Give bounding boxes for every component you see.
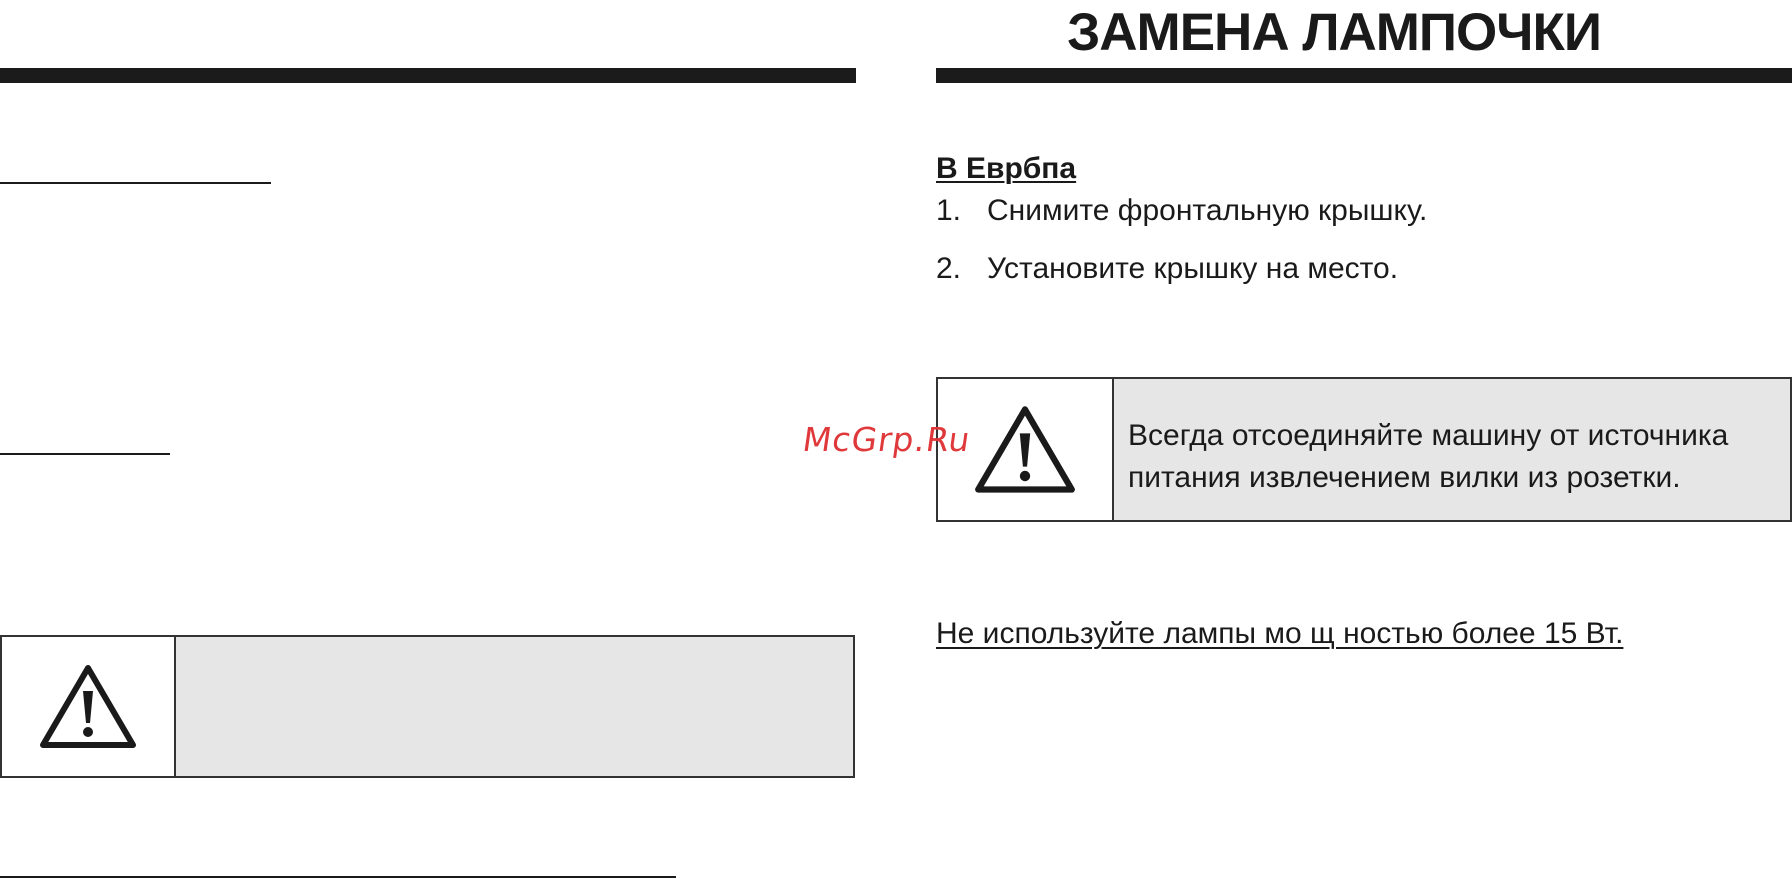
left-warning-icon-cell	[2, 637, 176, 776]
right-warning-text	[1114, 379, 1728, 520]
warning-line-2: питания извлечением вилки из розетки.	[1128, 461, 1681, 494]
section-heading: В Еврбпа	[936, 152, 1077, 185]
step-1	[936, 194, 1427, 228]
warning-line-1: Всегда отсоединяйте машину от источника	[1128, 419, 1729, 452]
page-title	[936, 2, 1792, 63]
warning-triangle-icon	[973, 404, 1077, 496]
step-2	[936, 252, 1398, 286]
left-bottom-underline	[0, 876, 676, 878]
left-heading-underline-2	[0, 453, 170, 455]
right-header-rule	[936, 68, 1792, 83]
wattage-note: Не используйте лампы мо щ ностью более 15 Вт.	[936, 617, 1624, 650]
left-warning-box	[0, 635, 855, 778]
step-1-number: 1.	[936, 194, 962, 227]
right-warning-box	[936, 377, 1792, 522]
step-2-number: 2.	[936, 252, 962, 285]
step-2-text: Установите крышку на место.	[987, 252, 1399, 285]
left-heading-underline-1	[0, 182, 271, 184]
page-title-text: ЗАМЕНА ЛАМПОЧКИ	[1067, 3, 1601, 62]
left-header-rule	[0, 68, 856, 83]
step-1-text: Снимите фронтальную крышку.	[987, 194, 1428, 227]
warning-triangle-icon	[38, 663, 138, 751]
watermark: McGrp.Ru	[800, 420, 974, 459]
